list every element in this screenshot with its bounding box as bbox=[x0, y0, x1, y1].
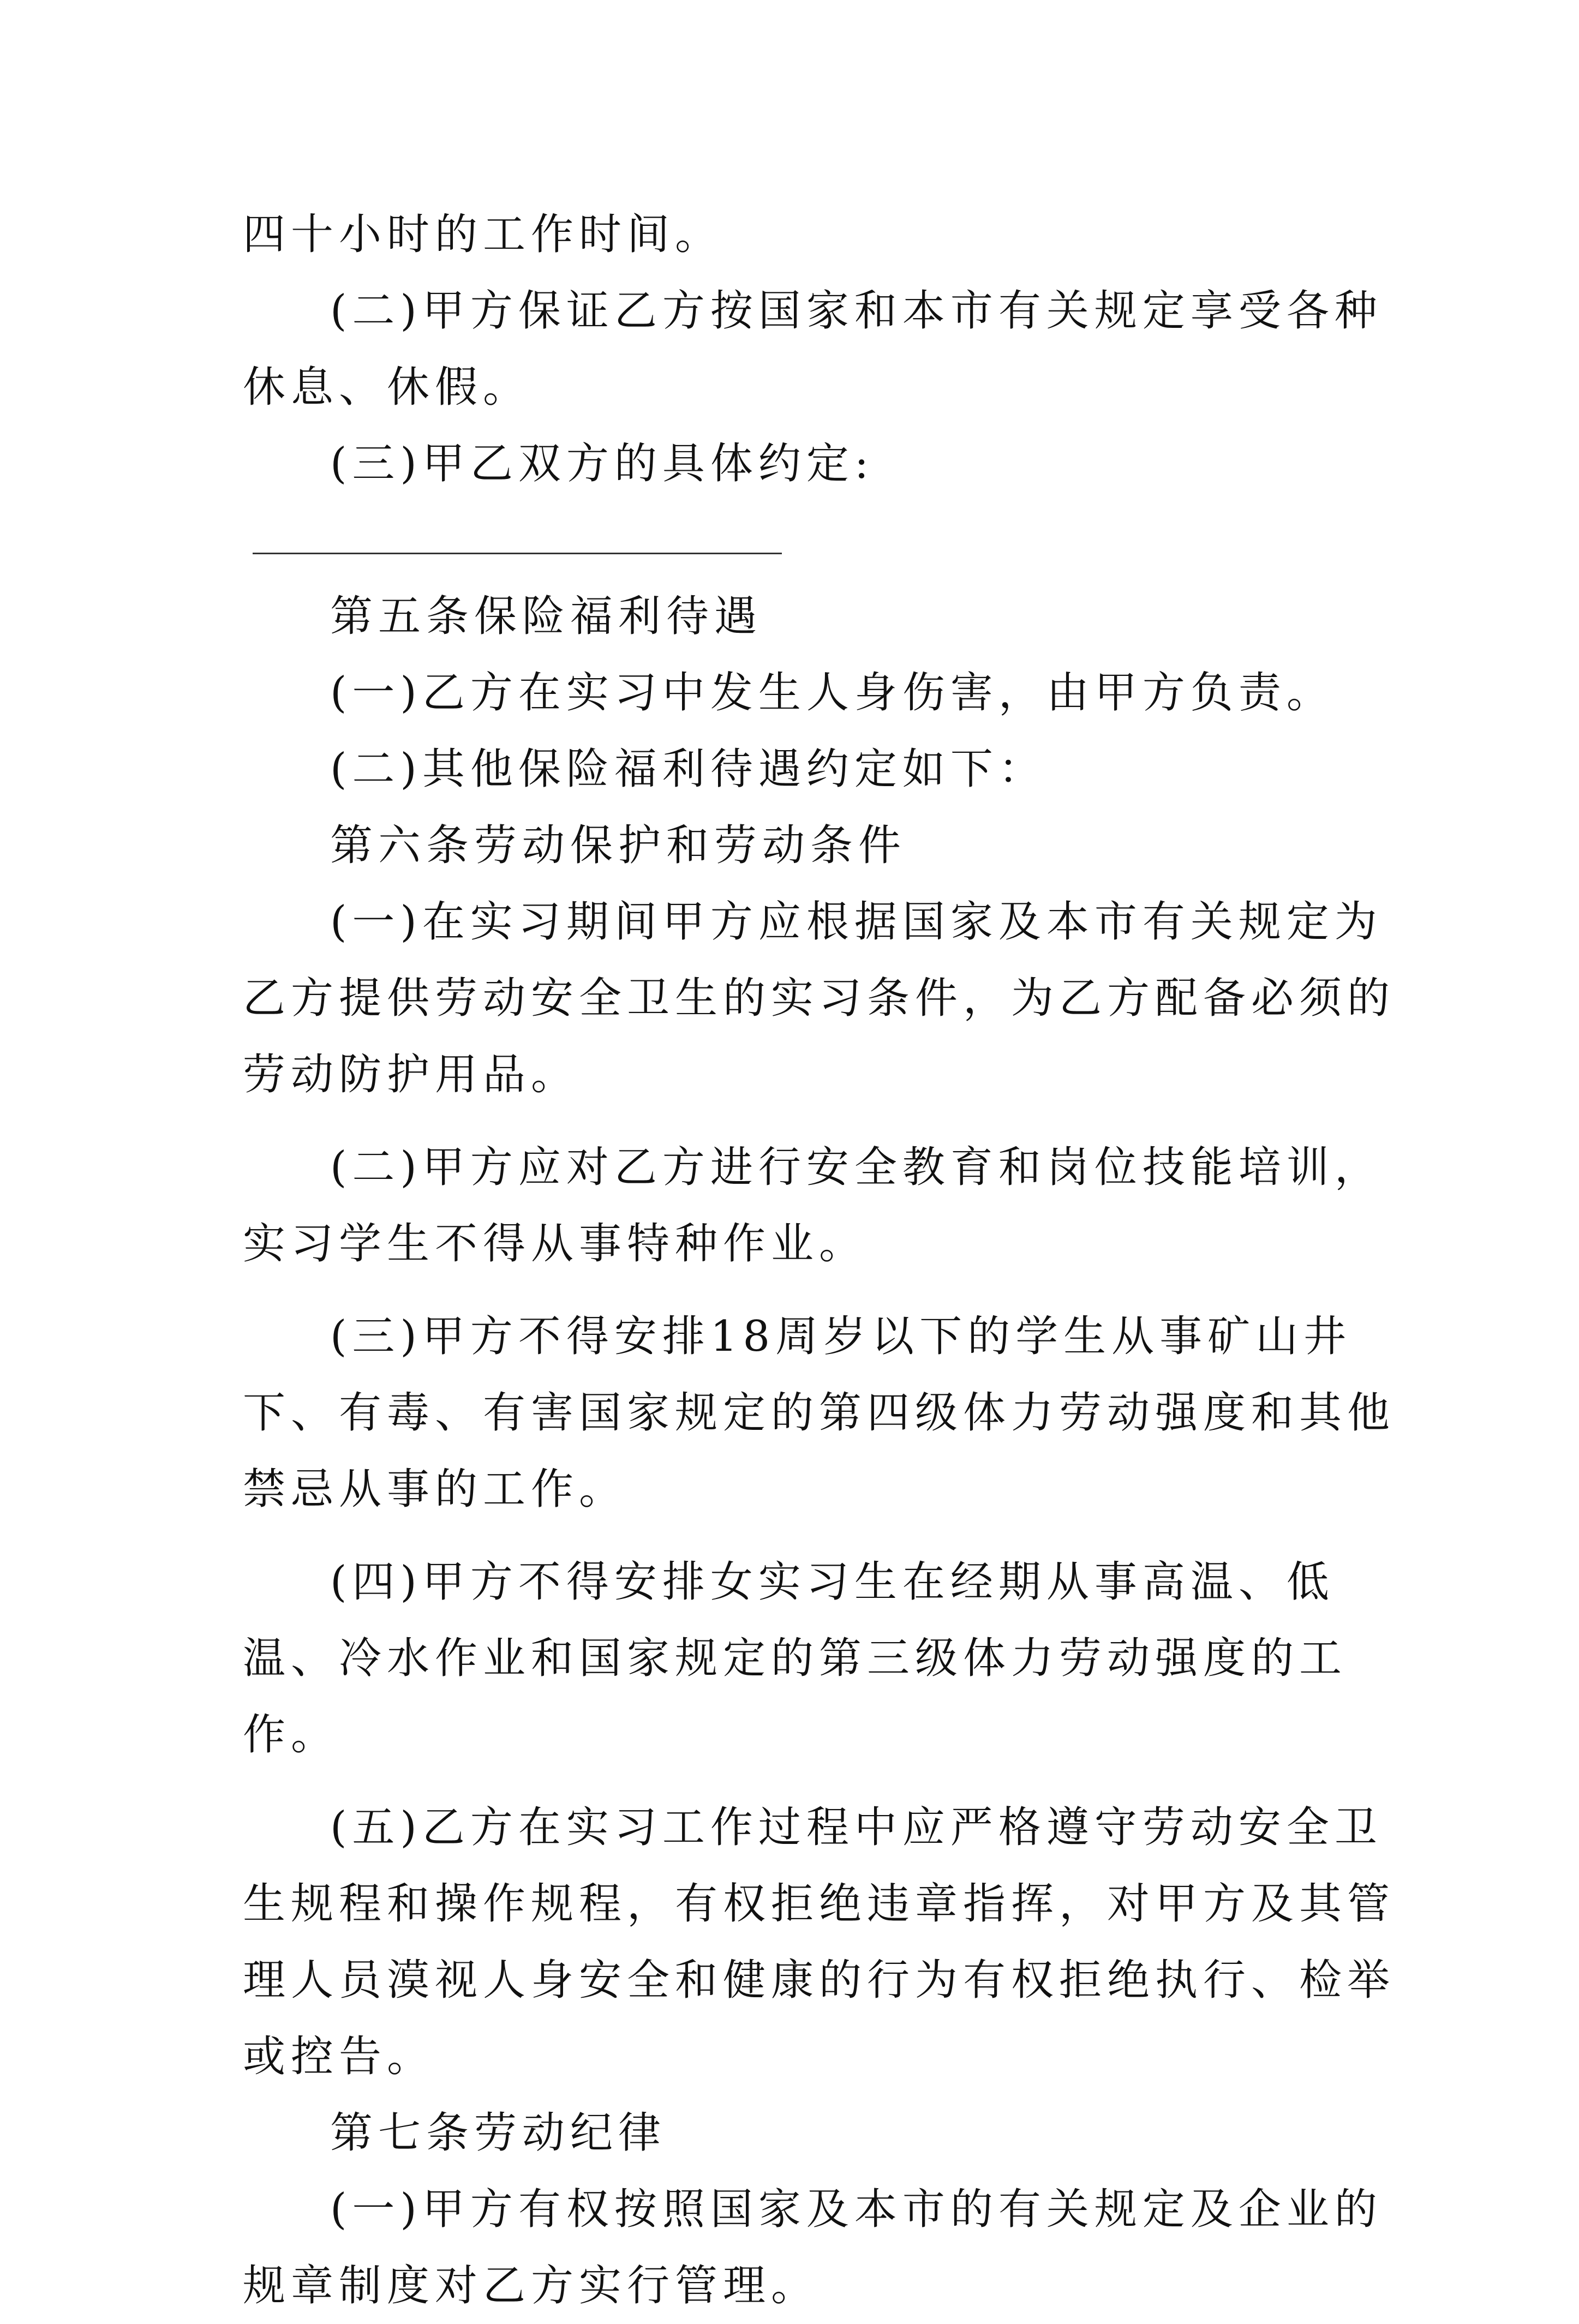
heading-article-7: 第七条劳动纪律 bbox=[330, 2109, 667, 2158]
fill-in-blank-line bbox=[253, 509, 782, 554]
paragraph-specific-agreement bbox=[243, 426, 1399, 578]
paragraph-management-rights: (一)甲方有权按照国家及本市的有关规定及企业的规章制度对乙方实行管理。 bbox=[243, 2185, 1383, 2310]
agreement-label: (三)甲乙双方的具体约定: bbox=[330, 439, 875, 488]
paragraph-other-benefits: (二)其他保险福利待遇约定如下： bbox=[330, 745, 1046, 794]
paragraph-safety-conditions: (一)在实习期间甲方应根据国家及本市有关规定为乙方提供劳动安全卫生的实习条件，为乙方配备必须的劳动防护用品。 bbox=[243, 897, 1396, 1099]
heading-article-5: 第五条保险福利待遇 bbox=[330, 592, 763, 641]
paragraph-injury-responsibility: (一)乙方在实习中发生人身伤害，由甲方负责。 bbox=[330, 668, 1335, 717]
paragraph-continuation: 四十小时的工作时间。 bbox=[243, 210, 723, 259]
heading-article-6: 第六条劳动保护和劳动条件 bbox=[330, 821, 907, 870]
document-body bbox=[243, 196, 1399, 2324]
paragraph-rest-leave: (二)甲方保证乙方按国家和本市有关规定享受各种休息、休假。 bbox=[243, 286, 1383, 412]
paragraph-safety-rights: (五)乙方在实习工作过程中应严格遵守劳动安全卫生规程和操作规程，有权拒绝违章指挥，对甲方及其管理人员漠视人身安全和健康的行为有权拒绝执行、检举或控告。 bbox=[243, 1803, 1396, 2081]
paragraph-female-protection: (四)甲方不得安排女实习生在经期从事高温、低温、冷水作业和国家规定的第三级体力劳动强度的工作。 bbox=[243, 1558, 1348, 1759]
paragraph-minors-restriction: (三)甲方不得安排18周岁以下的学生从事矿山井下、有毒、有害国家规定的第四级体力劳动强度和其他禁忌从事的工作。 bbox=[243, 1312, 1396, 1514]
paragraph-safety-training: (二)甲方应对乙方进行安全教育和岗位技能培训，实习学生不得从事特种作业。 bbox=[243, 1143, 1383, 1268]
